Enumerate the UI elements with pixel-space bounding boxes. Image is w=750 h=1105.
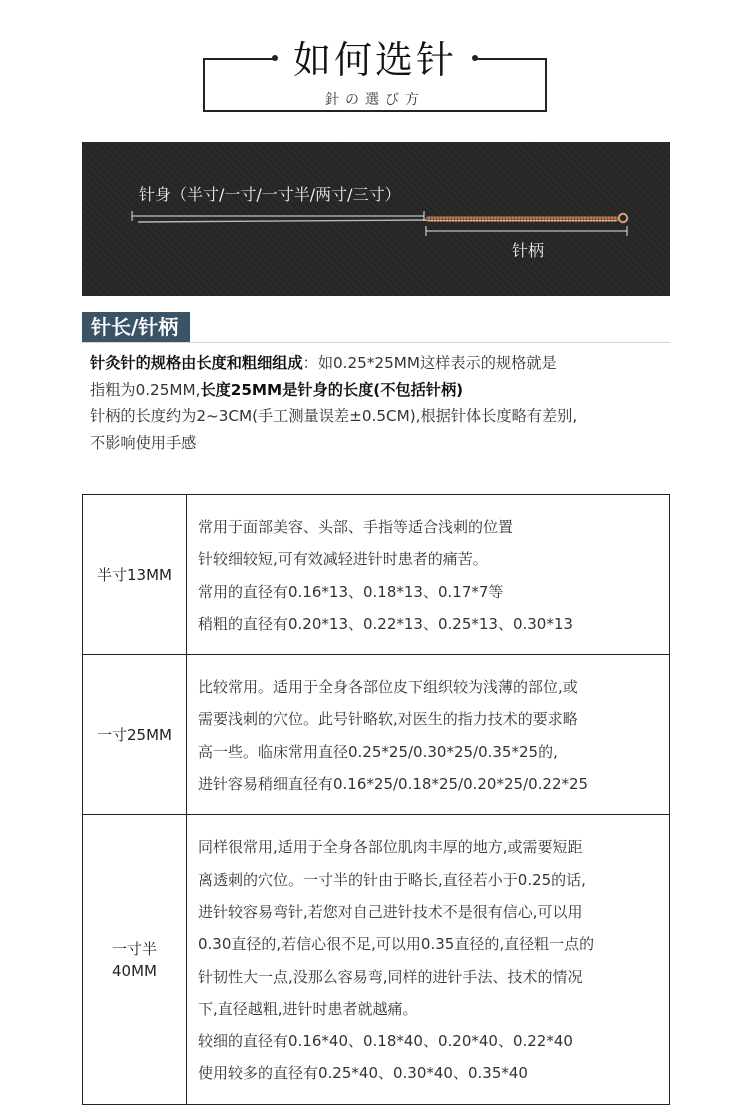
intro-text-1: ：如0.25*25MM这样表示的规格就是 <box>302 354 557 372</box>
intro-line-2 <box>90 377 680 404</box>
desc-line: 常用的直径有0.16*13、0.18*13、0.17*7等 <box>198 582 504 601</box>
table-row <box>83 815 670 1104</box>
desc-line: 进针较容易弯针,若您对自己进针技术不是很有信心,可以用 <box>198 902 583 921</box>
row-name-line: 40MM <box>112 961 157 980</box>
row-name: 半寸13MM <box>83 495 187 655</box>
row-name <box>83 815 187 1104</box>
row-name: 一寸25MM <box>83 655 187 815</box>
intro-line-4: 不影响使用手感 <box>90 433 197 452</box>
desc-line: 0.30直径的,若信心很不足,可以用0.35直径的,直径粗一点的 <box>198 935 595 954</box>
frame-line-right <box>477 58 547 60</box>
desc-line: 需要浅刺的穴位。此号针略软,对医生的指力技术的要求略 <box>198 710 578 729</box>
needle-handle-label: 针柄 <box>512 241 545 260</box>
needle-spec-table <box>82 494 670 1105</box>
page-title: 如何选针 <box>292 38 457 82</box>
page-subtitle: 針の選び方 <box>325 92 425 108</box>
needle-illustration <box>82 142 670 296</box>
needle-ring <box>619 214 627 222</box>
frame-dot-right <box>472 55 478 61</box>
intro-emphasis-2: 长度25MM是针身的长度(不包括针柄) <box>200 380 464 399</box>
desc-line: 同样很常用,适用于全身各部位肌肉丰厚的地方,或需要短距 <box>198 838 583 857</box>
section-heading <box>82 312 670 343</box>
table-row <box>83 495 670 655</box>
intro-text-2: 指粗为0.25MM, <box>90 380 201 399</box>
desc-line: 比较常用。适用于全身各部位皮下组织较为浅薄的部位,或 <box>198 678 578 697</box>
desc-line: 较细的直径有0.16*40、0.18*40、0.20*40、0.22*40 <box>198 1032 573 1051</box>
desc-line: 下,直径越粗,进针时患者就越痛。 <box>198 999 418 1018</box>
intro-line-1 <box>90 350 680 377</box>
frame-dot-left <box>272 55 278 61</box>
needle-diagram <box>82 142 670 296</box>
frame-line-left <box>203 58 273 60</box>
handle-bracket <box>426 226 627 236</box>
intro-emphasis-1: 针灸针的规格由长度和粗细组成 <box>90 354 303 372</box>
intro-text <box>90 350 680 456</box>
row-name-line: 一寸半 <box>111 939 157 958</box>
desc-line: 针较细较短,可有效减轻进针时患者的痛苦。 <box>198 550 488 569</box>
desc-line: 针韧性大一点,没那么容易弯,同样的进针手法、技术的情况 <box>198 967 583 986</box>
section-tag: 针长/针柄 <box>82 312 190 342</box>
desc-line: 进针容易稍细直径有0.16*25/0.18*25/0.20*25/0.22*25 <box>198 775 589 794</box>
desc-line: 常用于面部美容、头部、手指等适合浅刺的位置 <box>198 518 514 536</box>
body-bracket <box>132 211 424 221</box>
intro-line-3: 针柄的长度约为2~3CM(手工测量误差±0.5CM),根据针体长度略有差别, <box>90 407 578 425</box>
row-description <box>187 495 670 655</box>
table-row <box>83 655 670 815</box>
needle-body-label: 针身（半寸/一寸/一寸半/两寸/三寸） <box>139 185 401 204</box>
needle-body <box>138 220 426 222</box>
needle-handle <box>426 217 618 222</box>
desc-line: 高一些。临床常用直径0.25*25/0.30*25/0.35*25的, <box>198 742 558 761</box>
row-description <box>187 655 670 815</box>
desc-line: 离透刺的穴位。一寸半的针由于略长,直径若小于0.25的话, <box>198 870 586 889</box>
desc-line: 使用较多的直径有0.25*40、0.30*40、0.35*40 <box>198 1064 528 1083</box>
row-description <box>187 815 670 1104</box>
desc-line: 稍粗的直径有0.20*13、0.22*13、0.25*13、0.30*13 <box>198 614 573 633</box>
